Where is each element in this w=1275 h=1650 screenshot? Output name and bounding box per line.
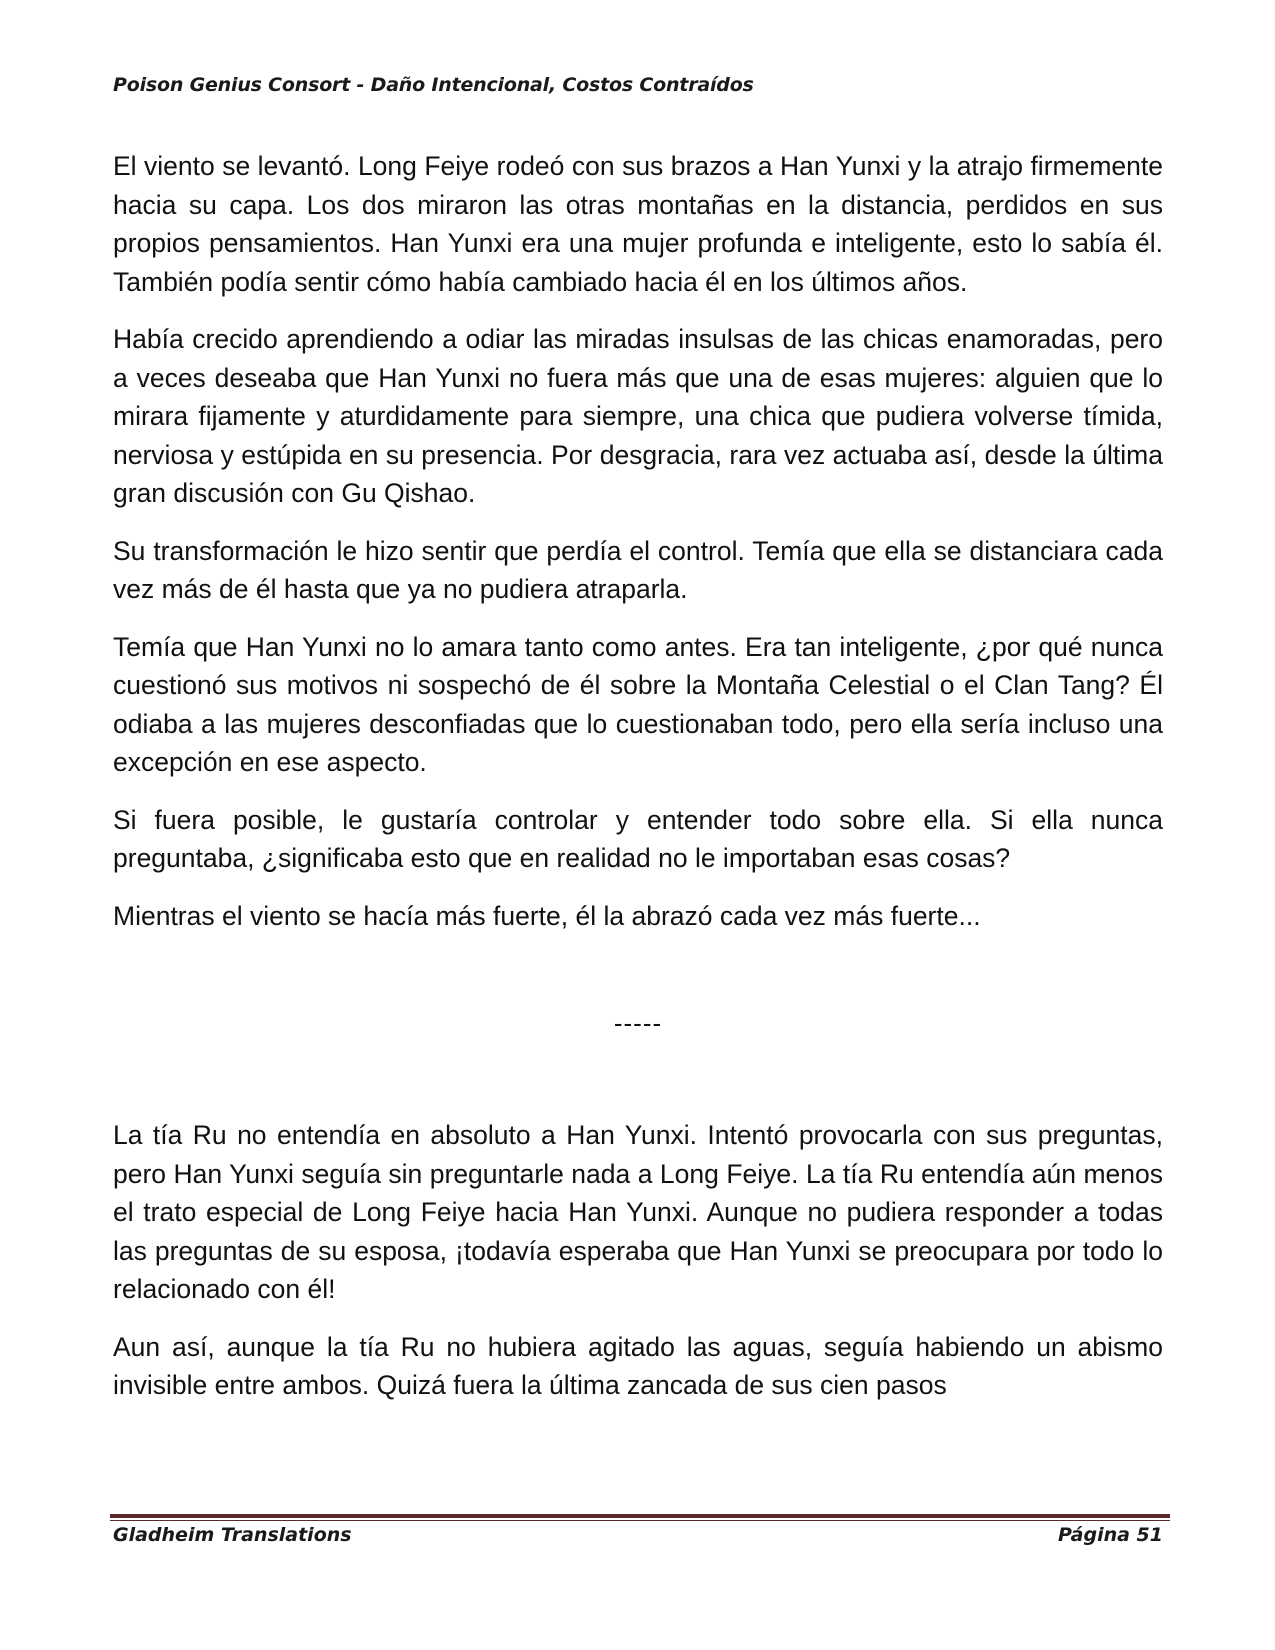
page-body <box>113 147 1163 1424</box>
paragraph: Aun así, aunque la tía Ru no hubiera agitado las aguas, seguía habiendo un abismo invisible entre ambos. Quizá fuera la última zancada de sus cien pasos <box>113 1331 1163 1400</box>
paragraph: El viento se levantó. Long Feiye rodeó con sus brazos a Han Yunxi y la atrajo firmemente hacia su capa. Los dos miraron las otras montañas en la distancia, perdidos en sus propios pensamientos. Han Yunxi era una mujer profunda e inteligente, esto lo sabía él. También podía sentir cómo había cambiado hacia él en los últimos años. <box>113 151 1163 297</box>
footer-publisher: Gladheim Translations <box>113 1524 352 1546</box>
paragraph: Mientras el viento se hacía más fuerte, él la abrazó cada vez más fuerte... <box>113 900 981 931</box>
paragraph: La tía Ru no entendía en absoluto a Han Yunxi. Intentó provocarla con sus preguntas, pero Han Yunxi seguía sin preguntarle nada a Long Feiye. La tía Ru entendía aún menos el trato especial de Long Feiye hacia Han Yunxi. Aunque no pudiera responder a todas las preguntas de su esposa, ¡todavía esperaba que Han Yunxi se preocupara por todo lo relacionado con él! <box>113 1120 1163 1304</box>
paragraph: Había crecido aprendiendo a odiar las miradas insulsas de las chicas enamoradas, pero a veces deseaba que Han Yunxi no fuera más que una de esas mujeres: alguien que lo mirara fijamente y aturdidamente para siempre, una chica que pudiera volverse tímida, nerviosa y estúpida en su presencia. Por desgracia, rara vez actuaba así, desde la última gran discusión con Gu Qishao. <box>113 324 1163 508</box>
footer-page-number: Página 51 <box>1057 1524 1163 1546</box>
footer-divider <box>110 1514 1170 1521</box>
paragraph: Su transformación le hizo sentir que perdía el control. Temía que ella se distanciara cada vez más de él hasta que ya no pudiera atraparla. <box>113 535 1163 604</box>
section-separator: ----- <box>613 1008 663 1038</box>
paragraph: Temía que Han Yunxi no lo amara tanto como antes. Era tan inteligente, ¿por qué nunca cuestionó sus motivos ni sospechó de él sobre la Montaña Celestial o el Clan Tang? Él odiaba a las mujeres desconfiadas que lo cuestionaban todo, pero ella sería incluso una excepción en ese aspecto. <box>113 631 1163 777</box>
paragraph: Si fuera posible, le gustaría controlar y entender todo sobre ella. Si ella nunca preguntaba, ¿significaba esto que en realidad no le importaban esas cosas? <box>113 804 1163 873</box>
page-header-title: Poison Genius Consort - Daño Intencional, Costos Contraídos <box>113 74 754 96</box>
